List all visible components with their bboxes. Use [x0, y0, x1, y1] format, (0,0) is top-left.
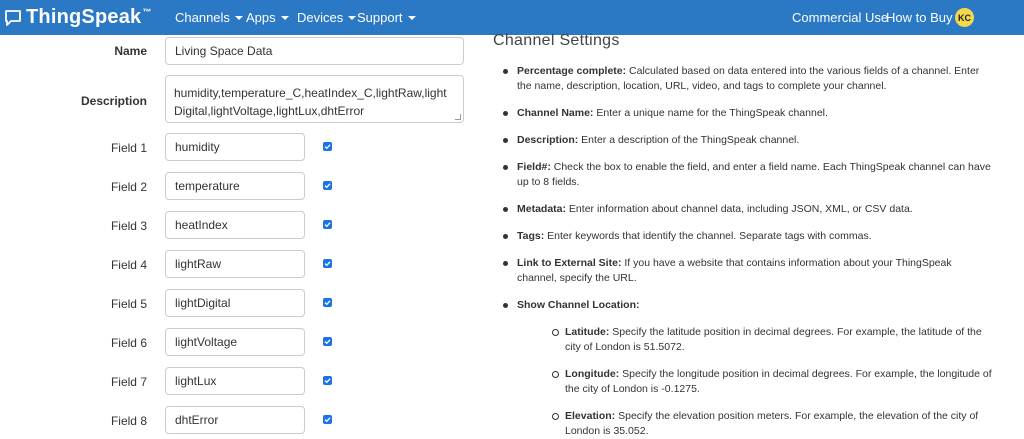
description-label: Description — [80, 94, 147, 108]
field-5-input[interactable]: lightDigital — [165, 289, 305, 317]
checkmark-icon — [323, 337, 332, 346]
field-7-input[interactable]: lightLux — [165, 367, 305, 395]
field-4-label: Field 4 — [110, 258, 147, 272]
location-sub-list — [517, 325, 993, 439]
nav-apps-menu[interactable] — [246, 10, 289, 25]
field-5-label: Field 5 — [110, 297, 147, 311]
field-8-checkbox[interactable] — [323, 415, 332, 424]
field-3-label: Field 3 — [110, 219, 147, 233]
nav-support-label: Support — [357, 10, 403, 25]
field-1-checkbox[interactable] — [323, 142, 332, 151]
brand-name: ThingSpeak™ — [26, 6, 152, 28]
field-7-label: Field 7 — [110, 375, 147, 389]
field-6-label: Field 6 — [110, 336, 147, 350]
channel-settings-help — [493, 32, 993, 439]
commercial-use-link[interactable]: Commercial Use — [792, 10, 889, 25]
help-item-elevation: Elevation: Specify the elevation position meters. For example, the elevation of the city of London is 35.052. — [517, 409, 993, 439]
help-list — [493, 64, 993, 439]
field-2-input[interactable]: temperature — [165, 172, 305, 200]
checkmark-icon — [323, 142, 332, 151]
name-label: Name — [114, 44, 147, 58]
checkmark-icon — [323, 181, 332, 190]
field-6-input[interactable]: lightVoltage — [165, 328, 305, 356]
field-8-input[interactable]: dhtError — [165, 406, 305, 434]
checkmark-icon — [323, 259, 332, 268]
help-item-latitude: Latitude: Specify the latitude position in decimal degrees. For example, the latitude of the city of London is 51.5072. — [517, 325, 993, 355]
field-6-checkbox[interactable] — [323, 337, 332, 346]
help-item-channel-name: Channel Name: Enter a unique name for the ThingSpeak channel. — [493, 106, 993, 121]
checkmark-icon — [323, 376, 332, 385]
nav-support-menu[interactable] — [357, 10, 416, 25]
chat-bubble-icon — [4, 9, 22, 27]
checkmark-icon — [323, 298, 332, 307]
caret-down-icon — [281, 16, 289, 20]
nav-devices-label: Devices — [297, 10, 344, 25]
nav-channels-label: Channels — [175, 10, 230, 25]
field-4-checkbox[interactable] — [323, 259, 332, 268]
field-1-label: Field 1 — [110, 141, 147, 155]
help-item-metadata: Metadata: Enter information about channel data, including JSON, XML, or CSV data. — [493, 202, 993, 217]
nav-apps-label: Apps — [246, 10, 276, 25]
how-to-buy-link[interactable]: How to Buy — [886, 10, 953, 25]
help-item-tags: Tags: Enter keywords that identify the channel. Separate tags with commas. — [493, 229, 993, 244]
field-3-checkbox[interactable] — [323, 220, 332, 229]
field-1-input[interactable]: humidity — [165, 133, 305, 161]
field-5-checkbox[interactable] — [323, 298, 332, 307]
user-avatar[interactable]: KC — [955, 8, 974, 27]
help-item-longitude: Longitude: Specify the longitude position in decimal degrees. For example, the longitude of the city of London is -0.1275. — [517, 367, 993, 397]
nav-channels-menu[interactable] — [175, 10, 243, 25]
field-2-checkbox[interactable] — [323, 181, 332, 190]
top-navbar — [0, 0, 1024, 35]
nav-devices-menu[interactable] — [297, 10, 356, 25]
field-4-input[interactable]: lightRaw — [165, 250, 305, 278]
help-item-description: Description: Enter a description of the ThingSpeak channel. — [493, 133, 993, 148]
description-textarea[interactable] — [165, 75, 464, 123]
channel-name-input[interactable]: Living Space Data — [165, 37, 464, 65]
caret-down-icon — [408, 16, 416, 20]
caret-down-icon — [348, 16, 356, 20]
brand-logo[interactable] — [4, 5, 152, 30]
checkmark-icon — [323, 415, 332, 424]
help-item-external-link: Link to External Site: If you have a website that contains information about your ThingSpeak channel, specify the URL. — [493, 256, 993, 286]
checkmark-icon — [323, 220, 332, 229]
help-item-percentage: Percentage complete: Calculated based on data entered into the various fields of a channel. Enter the name, description, location, URL, video, and tags to complete your channel. — [493, 64, 993, 94]
field-3-input[interactable]: heatIndex — [165, 211, 305, 239]
caret-down-icon — [235, 16, 243, 20]
help-item-field: Field#: Check the box to enable the field, and enter a field name. Each ThingSpeak channel can have up to 8 fields. — [493, 160, 993, 190]
description-text: humidity,temperature_C,heatIndex_C,lightRaw,lightDigital,lightVoltage,lightLux,dhtError — [174, 86, 447, 118]
field-7-checkbox[interactable] — [323, 376, 332, 385]
field-8-label: Field 8 — [110, 414, 147, 428]
field-2-label: Field 2 — [110, 180, 147, 194]
help-title: Channel Settings — [493, 32, 620, 49]
help-item-show-location: Show Channel Location: Latitude: Specify the latitude position in decimal degrees. For example, the latitude of the city of London is 51.5072. Longitude: Specify the longitude position in decimal degrees. For example, the longitude of the city of London is -0.1275. Elevation: Specify the elevation position meters. For example, the elevation of the city of London is 35.052. — [493, 298, 993, 439]
resize-handle-icon[interactable] — [455, 114, 461, 120]
